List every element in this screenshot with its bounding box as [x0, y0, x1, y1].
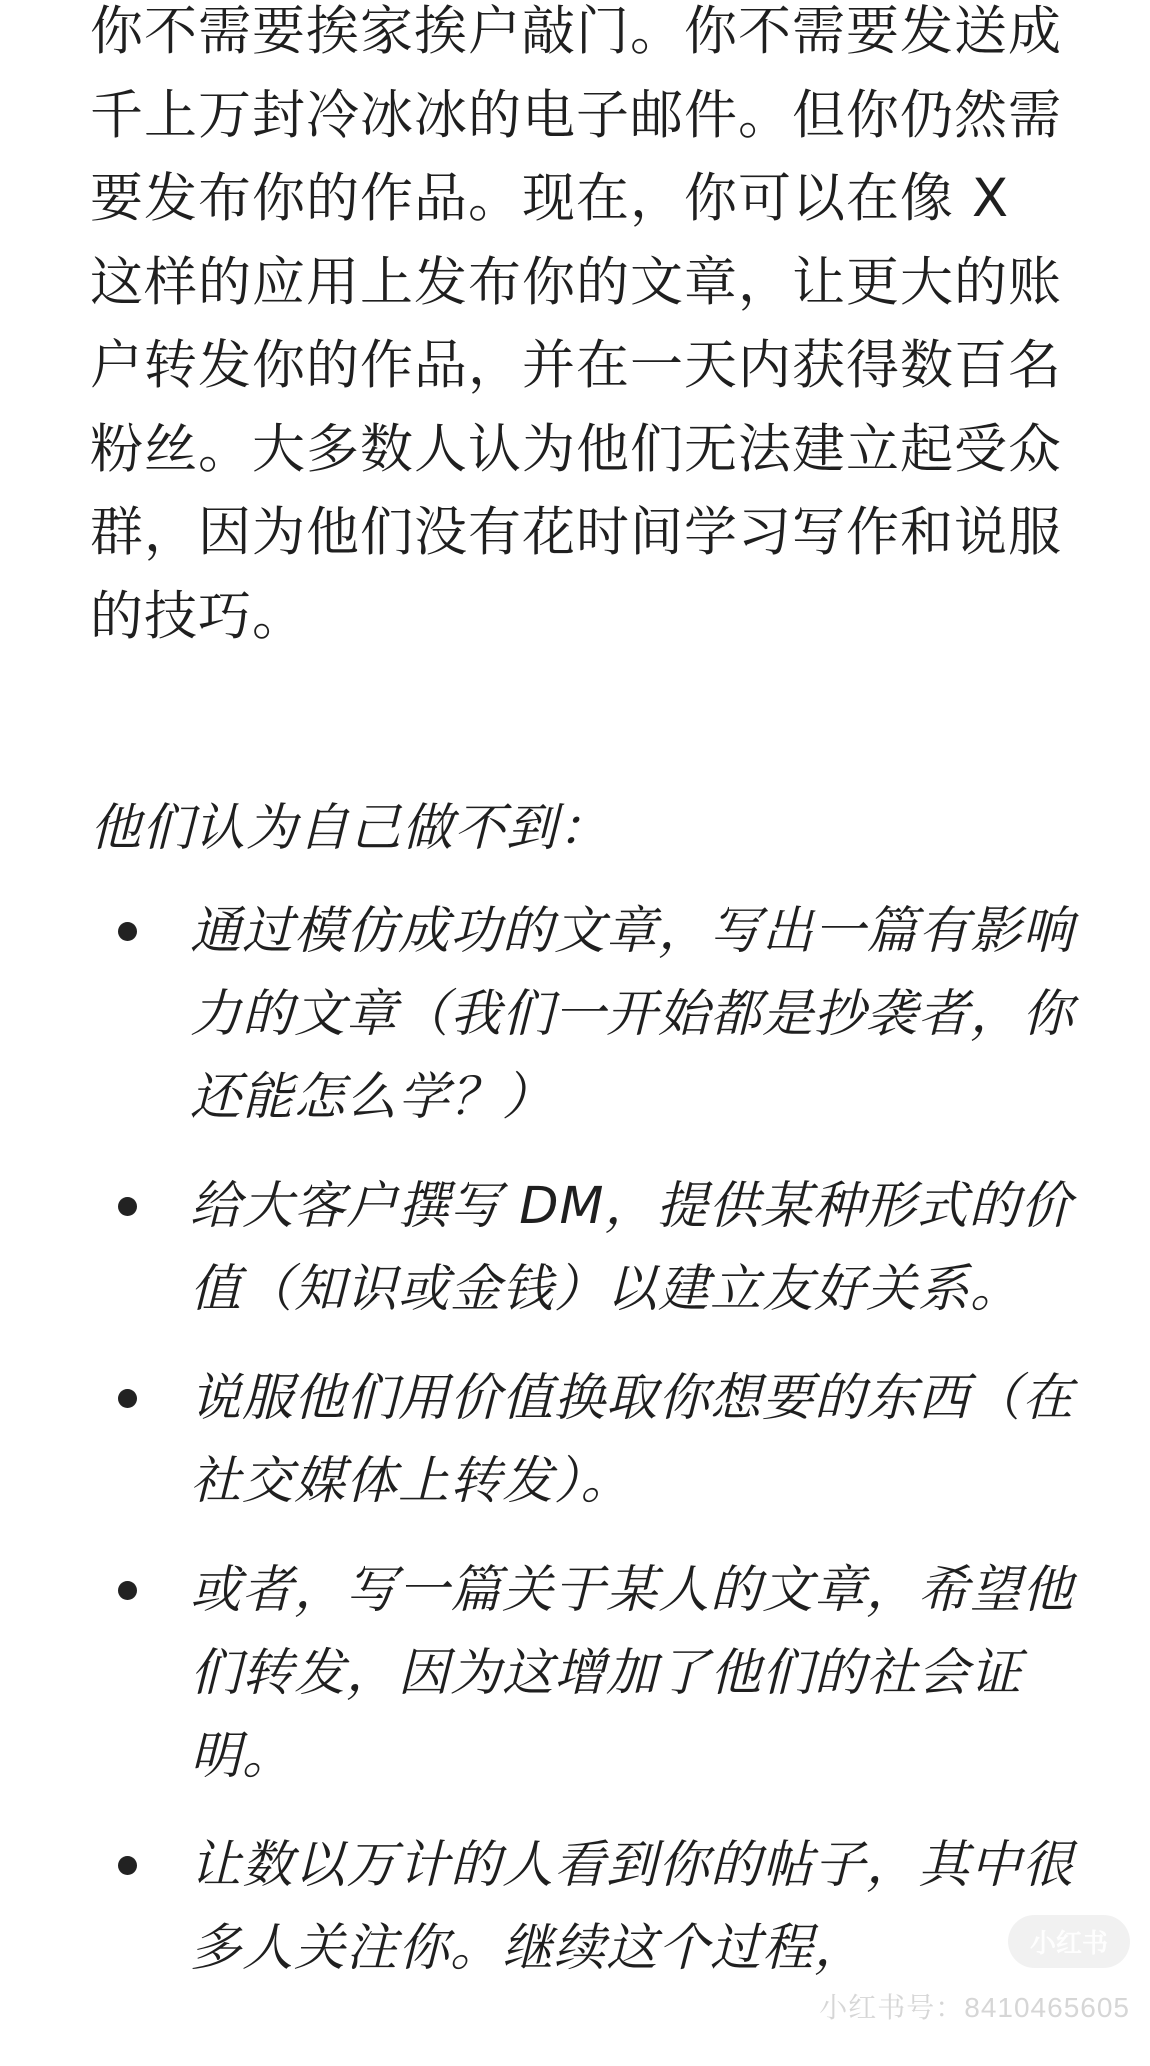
list-item-text: 让数以万计的人看到你的帖子，其中很多人关注你。继续这个过程， [190, 1836, 1075, 1978]
list-item-text: 通过模仿成功的文章，写出一篇有影响力的文章（我们一开始都是抄袭者，你还能怎么学？） [190, 902, 1075, 1127]
list-item-text: 或者，写一篇关于某人的文章，希望他们转发，因为这增加了他们的社会证明。 [190, 1561, 1075, 1786]
bullet-icon [118, 1856, 137, 1875]
watermark-id: 小红书号：8410465605 [819, 1992, 1130, 2023]
list-lead-in: 他们认为自己做不到： [90, 799, 611, 858]
list-item [90, 1165, 1080, 1331]
watermark-logo: 小红书 [1008, 1915, 1130, 1968]
bullet-list [90, 890, 1080, 1990]
list-item [90, 1357, 1080, 1523]
list-item [90, 1549, 1080, 1798]
bullet-icon [118, 1389, 137, 1408]
bullet-icon [118, 922, 137, 941]
article-body [90, 0, 1080, 2016]
bullet-icon [118, 1581, 137, 1600]
list-item [90, 890, 1080, 1139]
list-item-text: 说服他们用价值换取你想要的东西（在社交媒体上转发）。 [190, 1369, 1075, 1511]
watermark [819, 1915, 1130, 2026]
bullet-icon [118, 1197, 137, 1216]
list-item-text: 给大客户撰写 DM，提供某种形式的价值（知识或金钱）以建立友好关系。 [190, 1177, 1073, 1319]
intro-paragraph: 你不需要挨家挨户敲门。你不需要发送成千上万封冷冰冰的电子邮件。但你仍然需要发布你的作品。现在，你可以在像 X 这样的应用上发布你的文章，让更大的账户转发你的作品，并在一天内获得数百名粉丝。大多数人认为他们无法建立起受众群，因为他们没有花时间学习写作和说服的技巧。 [90, 1, 1062, 647]
